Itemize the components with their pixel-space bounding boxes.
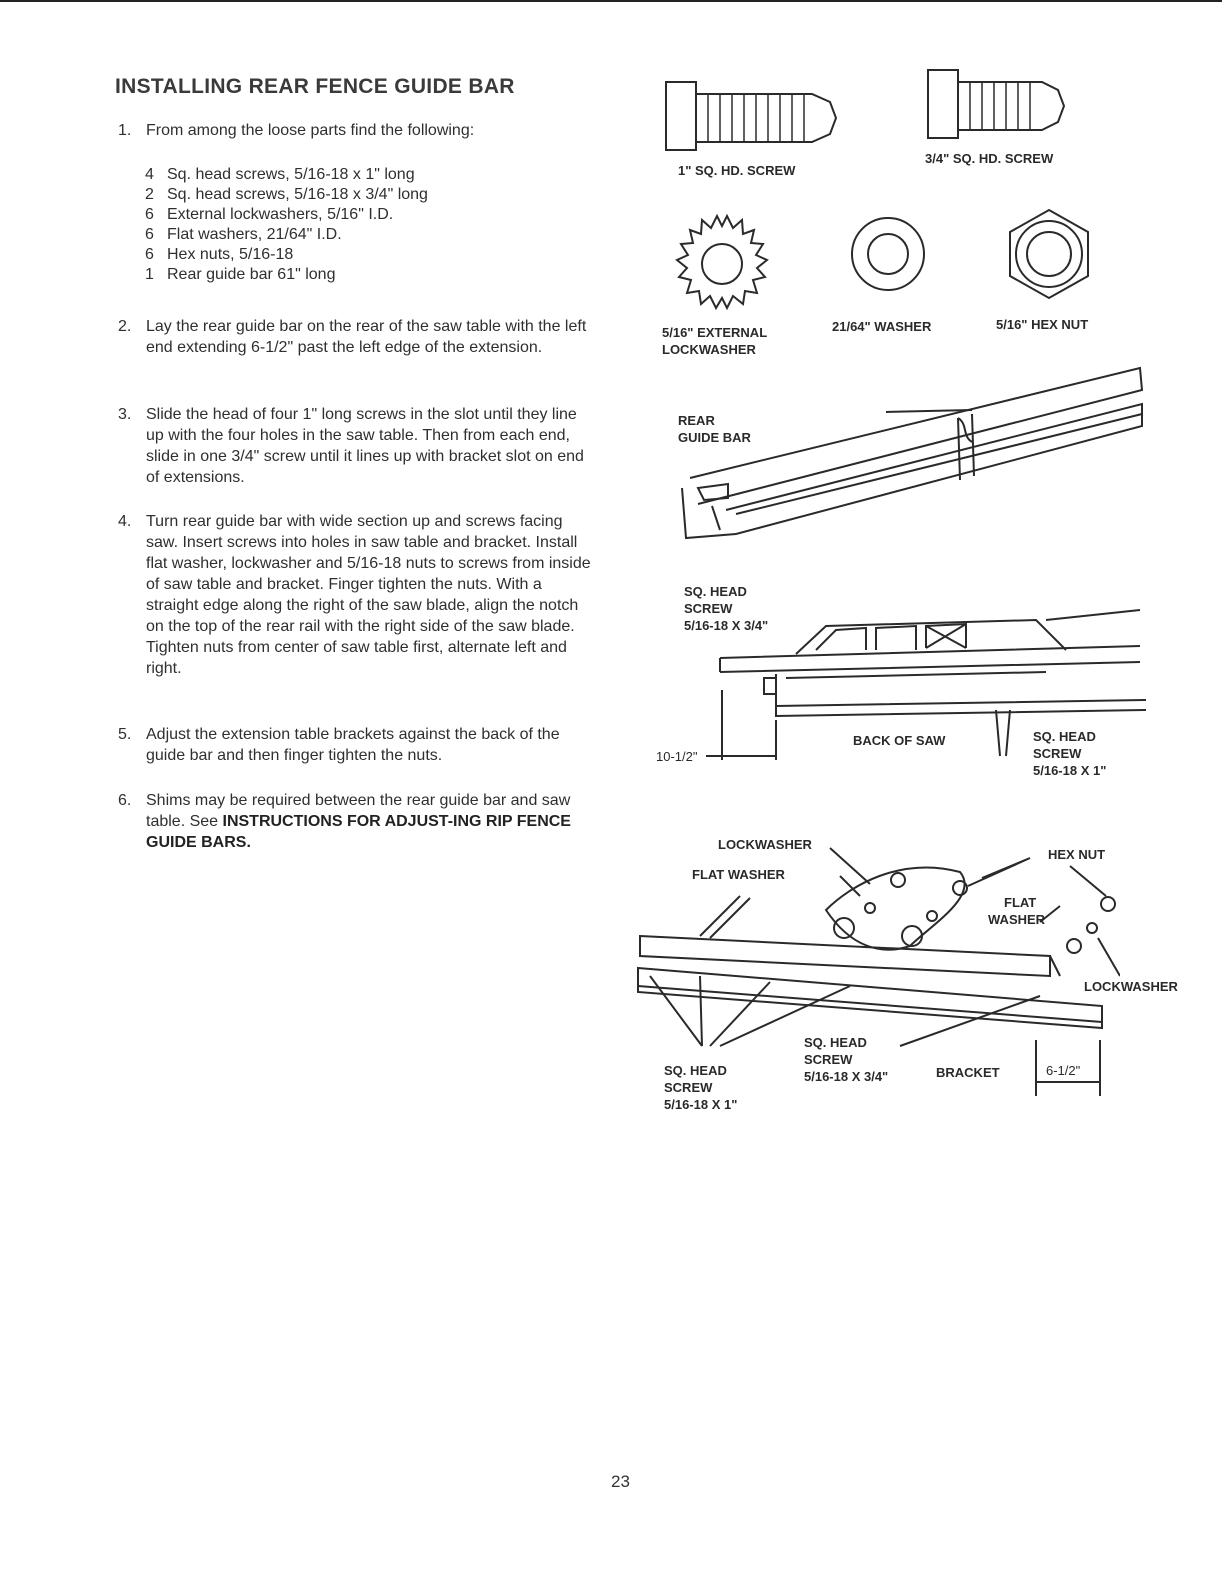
- label-sq-head-screw-34: SQ. HEAD SCREW 5/16-18 X 3/4": [684, 584, 769, 633]
- square-head-screw-34in-illustration: [924, 66, 1074, 146]
- external-lockwasher-illustration: [667, 212, 777, 317]
- square-head-screw-1in-illustration: [662, 78, 852, 158]
- hex-nut-illustration: [1002, 206, 1096, 302]
- step-number: 1.: [118, 122, 132, 139]
- label-screw-1in: 1" SQ. HD. SCREW: [678, 163, 796, 178]
- label-lockwasher-top: LOCKWASHER: [718, 837, 812, 852]
- list-item: 1 Rear guide bar 61" long: [145, 266, 336, 283]
- label-sq-head-screw-34-bottom: SQ. HEAD SCREW 5/16-18 X 3/4": [804, 1035, 889, 1084]
- dimension-6-1-2-illustration: [1030, 1036, 1110, 1106]
- label-flat-washer-left: FLAT WASHER: [692, 867, 785, 882]
- label-external-lockwasher: 5/16" EXTERNAL LOCKWASHER: [662, 325, 768, 357]
- label-sq-head-screw-1-bottom: SQ. HEAD SCREW 5/16-18 X 1": [664, 1063, 738, 1112]
- label-hex-nut: 5/16" HEX NUT: [996, 317, 1089, 332]
- label-screw-34in: 3/4" SQ. HD. SCREW: [925, 151, 1054, 166]
- list-item: 2 Sq. head screws, 5/16-18 x 3/4" long: [145, 186, 428, 203]
- section-title: INSTALLING REAR FENCE GUIDE BAR: [115, 75, 515, 98]
- flat-washer-illustration: [846, 212, 930, 296]
- label-rear-guide-bar: REAR GUIDE BAR: [678, 413, 751, 445]
- label-dim-6-1-2: 6-1/2": [1046, 1063, 1081, 1078]
- step-text: From among the loose parts find the following:: [146, 122, 475, 139]
- label-lockwasher-right: LOCKWASHER: [1084, 979, 1178, 994]
- list-item: 4 Sq. head screws, 5/16-18 x 1" long: [145, 166, 415, 183]
- label-back-of-saw: BACK OF SAW: [853, 733, 946, 748]
- label-dim-10-1-2: 10-1/2": [656, 749, 698, 764]
- rear-guide-bar-illustration: [676, 338, 1151, 558]
- page-number: 23: [611, 1472, 630, 1491]
- list-item: 6 Flat washers, 21/64" I.D.: [145, 226, 342, 243]
- label-sq-head-screw-1: SQ. HEAD SCREW 5/16-18 X 1": [1033, 729, 1107, 778]
- list-item: 6 External lockwashers, 5/16" I.D.: [145, 206, 394, 223]
- label-flat-washer-right: FLAT WASHER: [988, 895, 1046, 927]
- top-rule: [0, 0, 1222, 2]
- label-hex-nut-right: HEX NUT: [1048, 847, 1106, 862]
- label-bracket: BRACKET: [936, 1065, 1000, 1080]
- dimension-10-1-2-illustration: [702, 680, 792, 770]
- parts-list: [145, 165, 428, 285]
- list-item: 6 Hex nuts, 5/16-18: [145, 246, 294, 263]
- label-washer: 21/64" WASHER: [832, 319, 932, 334]
